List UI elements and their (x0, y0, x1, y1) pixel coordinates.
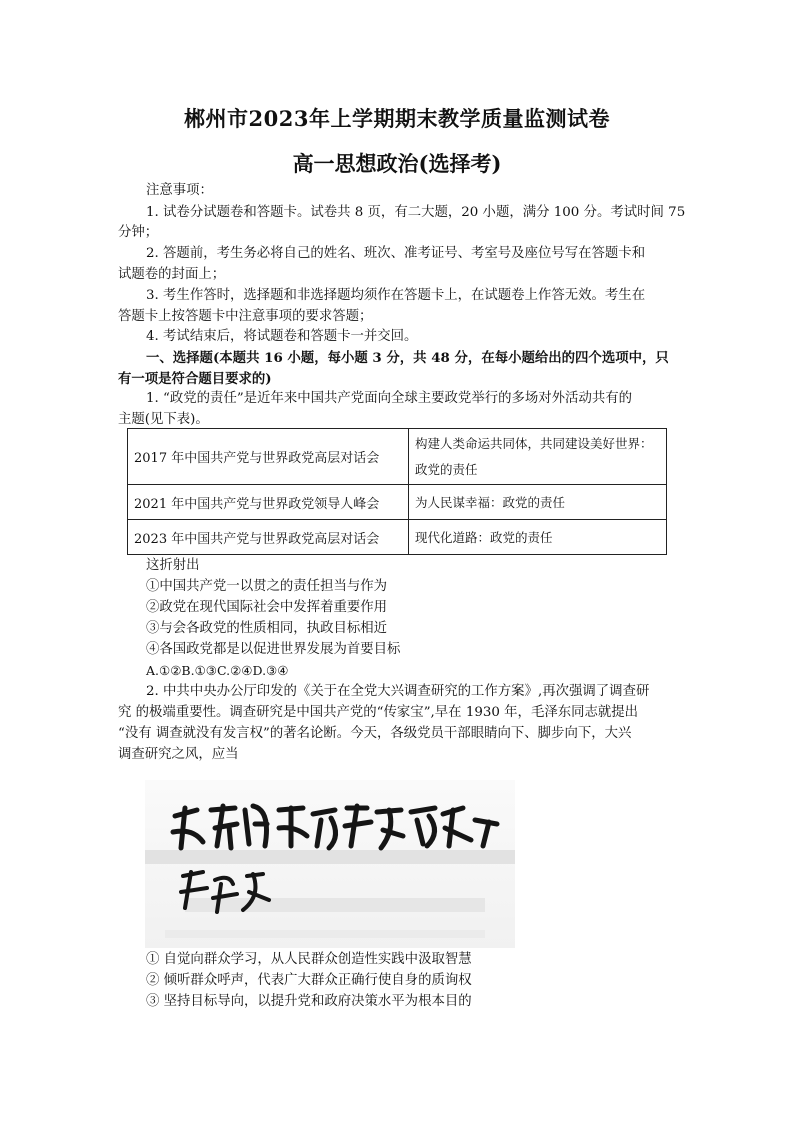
calligraphy-brush-icon (145, 780, 515, 948)
exam-subtitle: 高一思想政治(选择考) (292, 151, 502, 176)
table-cell (409, 429, 667, 485)
table-cell: 2023 年中国共产党与世界政党高层对话会 (128, 520, 409, 555)
exam-title: 郴州市2023年上学期期末教学质量监测试卷 (184, 106, 610, 131)
q2-option: ① 自觉向群众学习，从人民群众创造性实践中汲取智慧 (146, 952, 472, 967)
table-row (128, 485, 667, 520)
q1-lead: 这折射出 (146, 558, 200, 573)
table-cell-line: 构建人类命运共同体，共同建设美好世界： (415, 435, 653, 451)
q1-answers: A.①②B.①③C.②④D.③④ (146, 663, 289, 678)
q2-stem-cont: 调查研究之风，应当 (118, 747, 239, 762)
q1-stem: 1. “政党的责任”是近年来中国共产党面向全球主要政党举行的多场对外活动共有的 (146, 391, 633, 406)
note-line: 试题卷的封面上； (118, 267, 226, 282)
q2-option: ③ 坚持目标导向，以提升党和政府决策水平为根本目的 (146, 994, 472, 1009)
q1-option: ③与会各政党的性质相同，执政目标相近 (146, 621, 388, 636)
q1-table (127, 428, 667, 555)
q2-stem: 2. 中共中央办公厅印发的《关于在全党大兴调查研究的工作方案》,再次强调了调查研 (146, 684, 650, 699)
note-line: 4. 考试结束后，将试题卷和答题卡一并交回。 (146, 329, 418, 344)
q2-stem-cont: “没有 调查就没有发言权”的著名论断。今天，各级党员干部眼睛向下、脚步向下，大兴 (118, 726, 632, 741)
section-heading-cont: 有一项是符合题目要求的) (118, 371, 272, 387)
q1-option: ②政党在现代国际社会中发挥着重要作用 (146, 600, 388, 615)
q2-option: ② 倾听群众呼声，代表广大群众正确行使自身的质询权 (146, 973, 472, 988)
table-cell: 为人民谋幸福：政党的责任 (409, 485, 667, 520)
q2-stem-cont: 究 的极端重要性。调查研究是中国共产党的“传家宝”,早在 1930 年，毛泽东同志就提出 (118, 705, 639, 720)
table-row (128, 429, 667, 485)
q1-stem-cont: 主题(见下表)。 (118, 412, 209, 427)
table-cell: 2017 年中国共产党与世界政党高层对话会 (128, 429, 409, 485)
note-line: 2. 答题前，考生务必将自己的姓名、班次、准考证号、考室号及座位号写在答题卡和 (146, 246, 646, 261)
notes-heading: 注意事项： (146, 183, 213, 198)
note-line: 1. 试卷分试题卷和答题卡。试卷共 8 页，有二大题，20 小题，满分 100 分。考试时间 75 (146, 205, 686, 220)
table-cell: 现代化道路：政党的责任 (409, 520, 667, 555)
q1-option: ④各国政党都是以促进世界发展为首要目标 (146, 642, 401, 657)
calligraphy-image (145, 780, 515, 948)
note-line: 3. 考生作答时，选择题和非选择题均须作在答题卡上，在试题卷上作答无效。考生在 (146, 288, 646, 303)
table-row (128, 520, 667, 555)
note-line: 答题卡上按答题卡中注意事项的要求答题； (118, 309, 373, 324)
q1-option: ①中国共产党一以贯之的责任担当与作为 (146, 579, 388, 594)
section-heading: 一、选择题(本题共 16 小题，每小题 3 分，共 48 分，在每小题给出的四个选项中，只 (146, 350, 669, 366)
table-cell: 2021 年中国共产党与世界政党领导人峰会 (128, 485, 409, 520)
table-cell-line: 政党的责任 (415, 461, 478, 477)
note-line: 分钟； (118, 225, 159, 240)
